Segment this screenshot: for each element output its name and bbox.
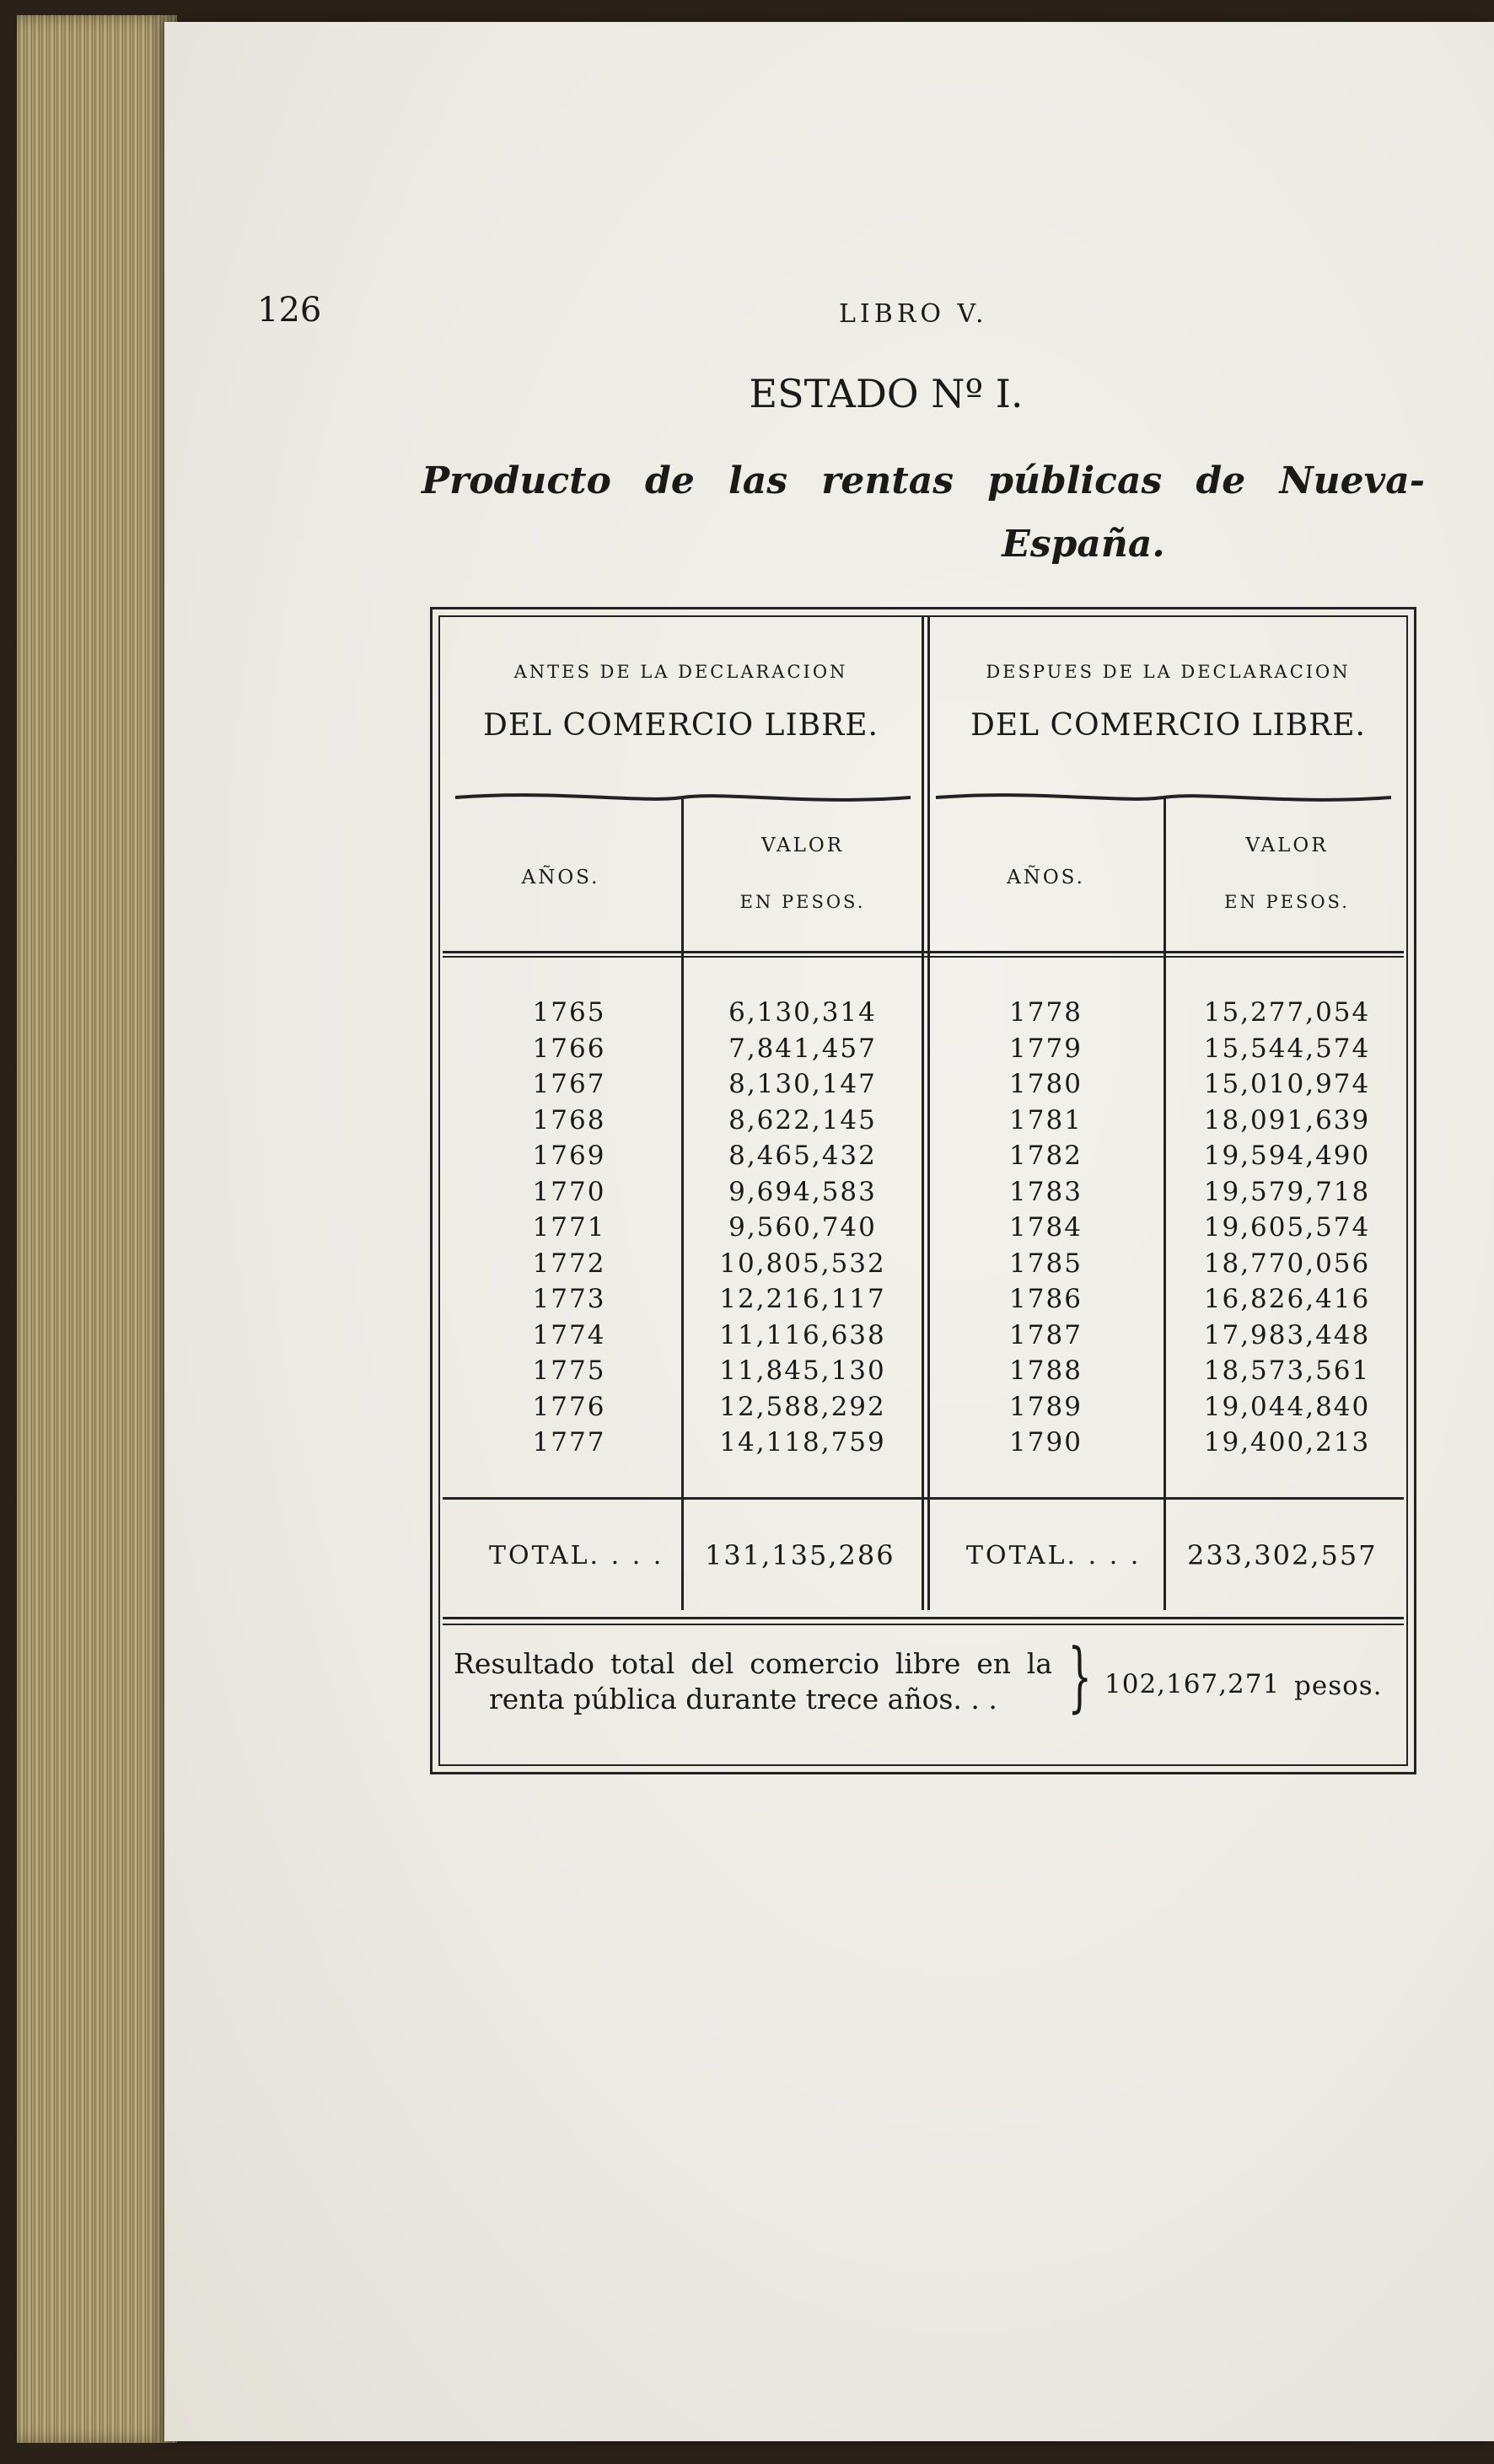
result-unit: pesos. [1294, 1671, 1383, 1701]
value-cell: 11,845,130 [719, 1355, 886, 1386]
value-cell: 19,400,213 [1203, 1427, 1371, 1457]
left-years-column [443, 995, 696, 1461]
year-cell: 1787 [1009, 1319, 1083, 1350]
left-total-value: 131,135,286 [705, 1539, 895, 1571]
value-cell: 18,573,561 [1203, 1355, 1371, 1386]
value-cell: 12,216,117 [719, 1284, 886, 1314]
total-rule [443, 1497, 1404, 1500]
value-cell: 12,588,292 [719, 1391, 886, 1422]
year-cell: 1774 [532, 1319, 606, 1350]
value-cell: 7,841,457 [728, 1033, 877, 1064]
subtitle-line-2: España. [1002, 523, 1165, 566]
page-number: 126 [257, 291, 322, 330]
right-value-subheader: EN PESOS. [1224, 892, 1350, 912]
value-cell: 16,826,416 [1203, 1284, 1371, 1314]
left-value-header: VALOR [760, 835, 845, 856]
subtitle-line-1: Producto de las rentas públicas de Nueva- [422, 459, 1425, 502]
year-cell: 1765 [532, 997, 606, 1028]
brace-glyph: } [1067, 1633, 1092, 1721]
year-cell: 1784 [1009, 1212, 1083, 1243]
year-cell: 1772 [532, 1248, 606, 1279]
value-cell: 17,983,448 [1203, 1319, 1371, 1350]
year-cell: 1786 [1009, 1284, 1083, 1314]
value-cell: 15,544,574 [1203, 1033, 1371, 1064]
value-cell: 6,130,314 [728, 997, 877, 1028]
left-years-header: AÑOS. [521, 867, 600, 888]
value-cell: 19,605,574 [1203, 1212, 1371, 1243]
right-group-heading: DEL COMERCIO LIBRE. [970, 708, 1366, 743]
year-cell: 1766 [532, 1033, 606, 1064]
value-cell: 8,465,432 [728, 1141, 877, 1171]
year-cell: 1767 [532, 1069, 606, 1099]
value-cell: 19,579,718 [1203, 1176, 1371, 1207]
value-cell: 8,622,145 [728, 1104, 877, 1135]
right-values-column [1167, 995, 1407, 1461]
year-cell: 1775 [532, 1355, 606, 1386]
right-total-label: TOTAL. . . . [966, 1541, 1142, 1570]
year-cell: 1780 [1009, 1069, 1083, 1099]
year-cell: 1785 [1009, 1248, 1083, 1279]
value-cell: 19,044,840 [1203, 1391, 1371, 1422]
year-cell: 1768 [532, 1104, 606, 1135]
header-rule [443, 951, 1404, 953]
year-cell: 1781 [1009, 1104, 1083, 1135]
right-value-header: VALOR [1245, 835, 1329, 856]
year-cell: 1782 [1009, 1141, 1083, 1171]
value-cell: 19,594,490 [1203, 1141, 1371, 1171]
year-cell: 1788 [1009, 1355, 1083, 1386]
right-group-heading-small: DESPUES DE LA DECLARACION [986, 662, 1351, 682]
result-line-2: renta pública durante trece años. . . [489, 1683, 997, 1715]
value-cell: 14,118,759 [719, 1427, 886, 1457]
year-cell: 1769 [532, 1141, 606, 1171]
left-value-subheader: EN PESOS. [739, 892, 866, 912]
left-total-label: TOTAL. . . . [489, 1541, 664, 1570]
result-rule-2 [443, 1624, 1404, 1625]
right-total-value: 233,302,557 [1187, 1539, 1378, 1571]
left-swash-ornament [455, 788, 911, 807]
value-cell: 9,560,740 [728, 1212, 877, 1243]
right-years-header: AÑOS. [1007, 867, 1085, 888]
left-values-column [685, 995, 921, 1461]
page-title: ESTADO Nº I. [749, 371, 1024, 416]
year-cell: 1776 [532, 1391, 606, 1422]
year-cell: 1770 [532, 1176, 606, 1207]
right-swash-ornament [936, 788, 1391, 807]
year-cell: 1783 [1009, 1176, 1083, 1207]
value-cell: 18,770,056 [1203, 1248, 1371, 1279]
right-col-divider [1163, 797, 1166, 1610]
year-cell: 1771 [532, 1212, 606, 1243]
running-head: LIBRO V. [839, 299, 988, 329]
left-group-heading-small: ANTES DE LA DECLARACION [513, 662, 848, 682]
year-cell: 1790 [1009, 1427, 1083, 1457]
year-cell: 1789 [1009, 1391, 1083, 1422]
year-cell: 1773 [532, 1284, 606, 1314]
year-cell: 1778 [1009, 997, 1083, 1028]
group-divider [922, 615, 924, 1610]
result-line-1: Resultado total del comercio libre en la [454, 1647, 1052, 1680]
value-cell: 9,694,583 [728, 1176, 877, 1207]
value-cell: 10,805,532 [719, 1248, 886, 1279]
header-rule-2 [443, 956, 1404, 958]
right-years-column [930, 995, 1162, 1461]
left-group-heading: DEL COMERCIO LIBRE. [483, 708, 879, 743]
year-cell: 1779 [1009, 1033, 1083, 1064]
value-cell: 15,277,054 [1203, 997, 1371, 1028]
value-cell: 18,091,639 [1203, 1104, 1371, 1135]
result-rule [443, 1617, 1404, 1619]
value-cell: 11,116,638 [719, 1319, 886, 1350]
value-cell: 8,130,147 [728, 1069, 877, 1099]
year-cell: 1777 [532, 1427, 606, 1457]
result-value: 102,167,271 [1104, 1669, 1281, 1699]
value-cell: 15,010,974 [1203, 1069, 1371, 1099]
